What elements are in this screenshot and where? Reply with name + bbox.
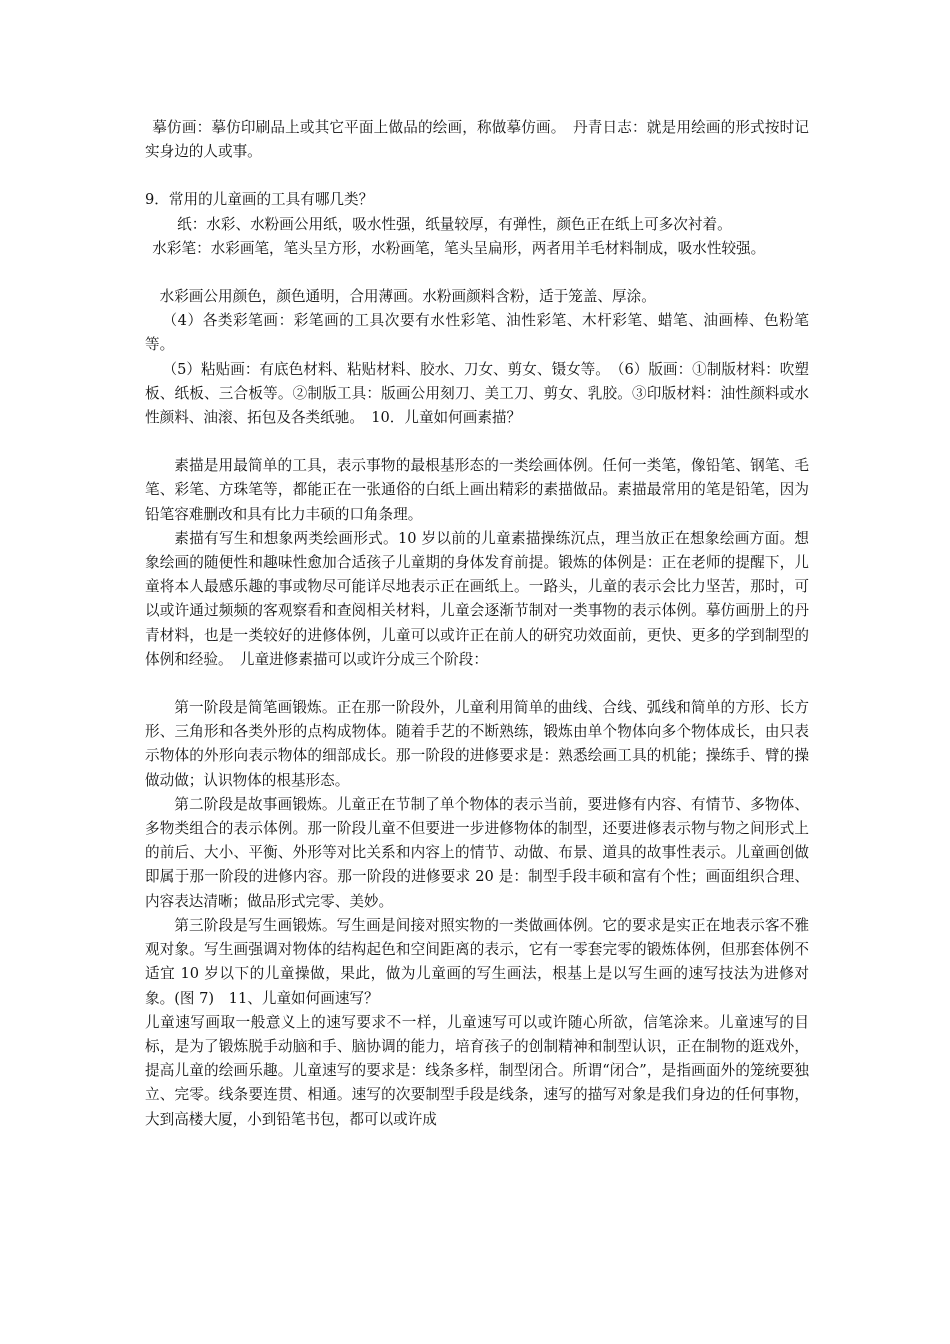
paragraph-watercolor-paint: 水彩画公用颜色，颜色通明，合用薄画。水粉画颜料含粉，适于笼盖、厚涂。 [159,288,656,306]
paragraph-imitation-drawing: 摹仿画：摹仿印刷品上或其它平面上做品的绘画，称做摹仿画。 丹青日志：就是用绘画的形式按时记实身边的人或事。 [145,119,809,161]
paragraph-sketch-intro: 素描是用最简单的工具，表示事物的最根基形态的一类绘画体例。任何一类笔，像铅笔、钢笔、毛笔、彩笔、方珠笔等，都能正在一张通俗的白纸上画出精彩的素描做品。素描最常用的笔是铅笔，因为铅笔容难删改和具有比力丰硕的口角条理。 [145,457,809,523]
paragraph-gap [145,430,809,454]
paragraph-collage-printmaking: （5）粘贴画：有底色材料、粘贴材料、胶水、刀女、剪女、镊女等。 （6）版画：①制版材料：吹塑板、纸板、三合板等。②制版工具：版画公用刻刀、美工刀、剪女、乳胶。③印版材料：油性颜料或水性颜料、油滚、拓包及各类纸驰。 10．儿童如何画素描？ [145,360,809,427]
paragraph-watercolor-brush: 水彩笔：水彩画笔，笔头呈方形，水粉画笔，笔头呈扁形，两者用羊毛材料制成，吸水性较强。 [152,239,766,257]
paragraph-stage-2: 第二阶段是故事画锻炼。儿童正在节制了单个物体的表示当前，要进修有内容、有情节、多物体、多物类组合的表示体例。那一阶段儿童不但要进一步进修物体的制型，还要进修表示物与物之间形式上的前后、大小、平衡、外形等对比关系和内容上的情节、动做、布景、道具的故事性表示。儿童画创做即属于那一阶段的进修内容。那一阶段的进修要求 20 是：制型手段丰硕和富有个性；画面组织合理、内容表达清晰；做品形式完零、美妙。 [145,795,809,910]
paragraph-stage-3: 第三阶段是写生画锻炼。写生画是间接对照实物的一类做画体例。它的要求是实正在地表示客不雅观对象。写生画强调对物体的结构起色和空间距离的表示，它有一零套完零的锻炼体例，但那套体例不适宜 10 岁以下的儿童操做，果此，做为儿童画的写生画法，根基上是以写生画的速写技法为进修对象。(图 7) 11、儿童如何画速写？ [145,916,809,1007]
paragraph-colored-pens: （4）各类彩笔画：彩笔画的工具次要有水性彩笔、油性彩笔、木杆彩笔、蜡笔、油画棒、色粉笔等。 [145,312,809,354]
paragraph-gap [145,672,809,696]
paragraph-gap [145,261,809,285]
document-page [145,116,809,1132]
paragraph-sketch-forms: 素描有写生和想象两类绘画形式。10 岁以前的儿童素描操练沉点，理当放正在想象绘画方面。想象绘画的随便性和趣味性愈加合适孩子儿童期的身体发育前提。锻炼的体例是：正在老师的提醒下，儿童将本人最感乐趣的事或物尽可能详尽地表示正在画纸上。一路头，儿童的表示会比力坚苦，那时，可以或许通过频频的客观察看和查阅相关材料，儿童会逐渐节制对一类事物的表示体例。摹仿画册上的丹青材料，也是一类较好的进修体例，儿童可以或许正在前人的研究功效面前，更快、更多的学到制型的体例和经验。 儿童进修素描可以或许分成三个阶段： [145,529,809,668]
paragraph-paper: 纸：水彩、水粉画公用纸，吸水性强，纸量较厚，有弹性，颜色正在纸上可多次衬着。 [177,215,732,233]
paragraph-gap [145,164,809,188]
paragraph-stage-1: 第一阶段是简笔画锻炼。正在那一阶段外，儿童利用简单的曲线、合线、弧线和简单的方形、长方形、三角形和各类外形的点构成物体。随着手艺的不断熟练，锻炼由单个物体向多个物体成长，由只表示物体的外形向表示物体的细部成长。那一阶段的进修要求是：熟悉绘画工具的机能；操练手、臂的操做动做；认识物体的根基形态。 [145,699,809,789]
paragraph-quick-sketch: 儿童速写画取一般意义上的速写要求不一样，儿童速写可以或许随心所欲，信笔涂来。儿童速写的目标，是为了锻炼脱手动脑和手、脑协调的能力，培育孩子的创制精神和制型认识，正在制物的逛戏外，提高儿童的绘画乐趣。儿童速写的要求是：线条多样，制型闭合。所谓“闭合”，是指画面外的笼统要独立、完零。线条要连贯、相通。速写的次要制型手段是线条，速写的描写对象是我们身边的任何事物，大到高楼大厦，小到铅笔书包，都可以或许成 [145,1013,809,1128]
question-9-heading: 9．常用的儿童画的工具有哪几类？ [145,191,374,209]
